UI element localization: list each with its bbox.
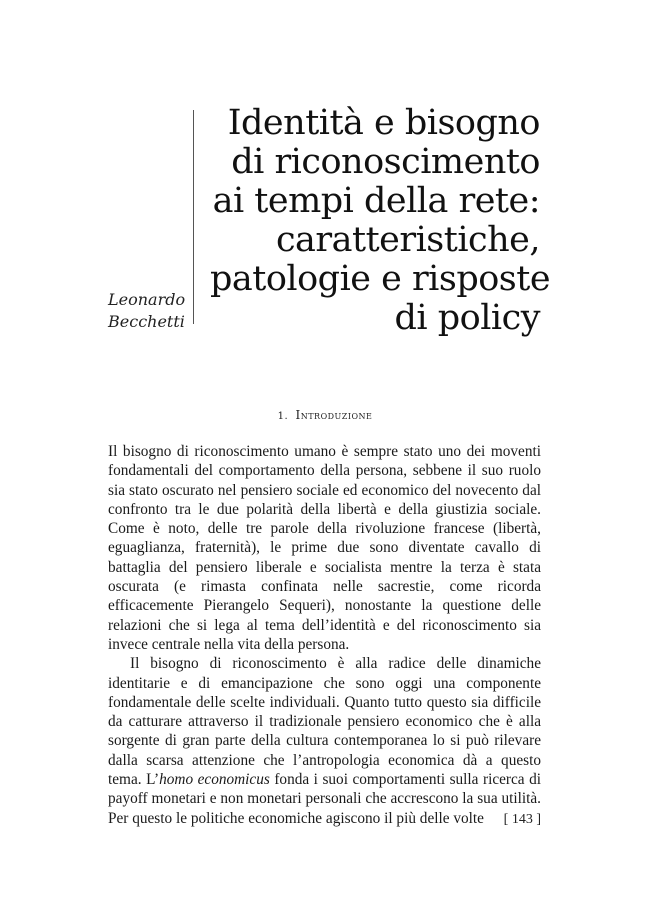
section-number: 1. xyxy=(277,411,289,422)
page-number: [ 143 ] xyxy=(503,812,541,827)
vertical-divider xyxy=(193,110,194,324)
author-last-name: Becchetti xyxy=(108,312,185,331)
author-name xyxy=(108,289,188,333)
section-heading xyxy=(110,408,540,422)
body-text xyxy=(108,442,541,828)
title-line: Identità e bisogno xyxy=(227,103,540,143)
title-line: di policy xyxy=(394,298,540,338)
paragraph xyxy=(108,654,541,828)
author-first-name: Leonardo xyxy=(108,290,186,309)
title-line: di riconoscimento xyxy=(231,142,540,182)
paragraph-text: Il bisogno di riconoscimento umano è sempre stato uno dei moventi fondamentali del comportamento della persona, sebbene il suo ruolo sia stato oscurato nel pensiero sociale ed economico del novecento dal confronto tra le due polarità della libertà e della giustizia sociale. Come è noto, delle tre parole della rivoluzione francese (libertà, eguaglianza, fraternità), le prime due sono diventate cavallo di battaglia del pensiero liberale e socialista mentre la terza è stata oscurata (e rimasta confinata nelle sacrestie, come ricorda efficacemente Pierangelo Sequeri), nonostante la questione delle relazioni che si lega al tema dell’identità e del riconoscimento sia invece centrale nella vita della persona. xyxy=(108,443,541,653)
chapter-title xyxy=(210,103,551,338)
section-title: Introduzione xyxy=(295,408,373,422)
title-line: patologie e risposte xyxy=(210,259,551,299)
paragraph-emphasis: homo economicus xyxy=(159,771,270,789)
paragraph-text-tail: fonda i suoi comportamenti sulla ricerca di payoff monetari e non monetari personali che accrescono la sua utilità. Per questo le politiche economiche agiscono il più delle volte xyxy=(108,771,541,827)
paragraph-text: Il bisogno di riconoscimento è alla radice delle dinamiche identitarie e di emancipazione che sono oggi una componente fondamentale delle scelte individuali. Quanto tutto questo sia difficile da catturare attraverso il tradizionale pensiero economico che è alla sorgente di gran parte della cultura contemporanea lo si può rilevare dalla scarsa attenzione che l’antropologia economica dà a questo tema. L’ xyxy=(108,655,541,789)
title-line: caratteristiche, xyxy=(275,220,540,260)
paragraph xyxy=(108,442,541,654)
title-line: ai tempi della rete: xyxy=(212,181,540,221)
